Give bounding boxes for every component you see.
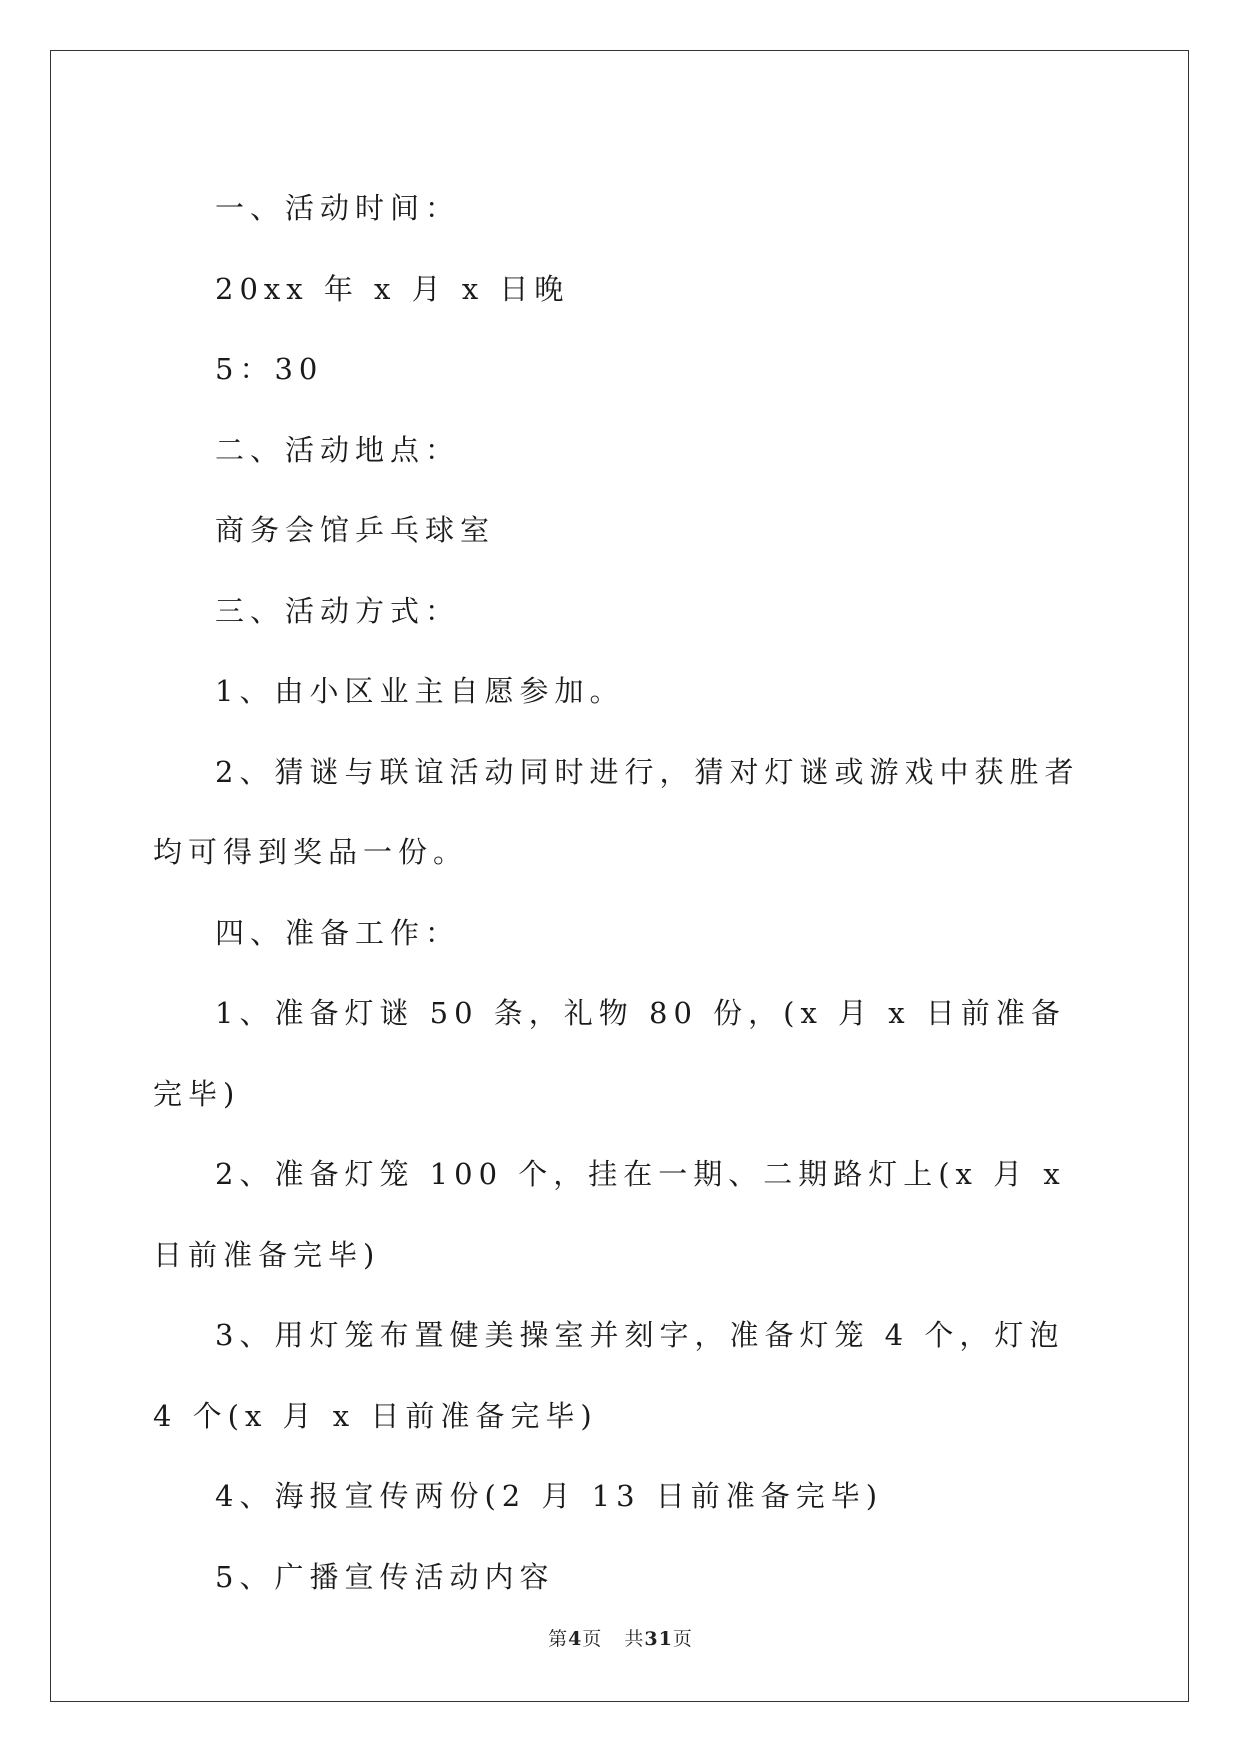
page-footer — [0, 1624, 1241, 1651]
heading-preparation: 四、准备工作： — [215, 915, 461, 950]
activity-date: 20xx 年 x 月 x 日晚 — [215, 271, 570, 306]
preparation-item-1: 1、准备灯谜 50 条，礼物 80 份，(x 月 x 日前准备完毕) — [153, 996, 1066, 1111]
page-suffix: 页 — [582, 1628, 603, 1650]
preparation-item-4: 4、海报宣传两份(2 月 13 日前准备完毕) — [215, 1479, 884, 1513]
method-item-2: 2、猜谜与联谊活动同时进行，猜对灯谜或游戏中获胜者均可得到奖品一份。 — [153, 754, 1080, 869]
heading-activity-time: 一、活动时间： — [215, 191, 461, 225]
heading-activity-location: 二、活动地点： — [215, 432, 461, 467]
activity-location: 商务会馆乒乓球室 — [215, 513, 496, 547]
preparation-item-3: 3、用灯笼布置健美操室并刻字，准备灯笼 4 个，灯泡 4 个(x 月 x 日前准备完毕) — [153, 1318, 1080, 1433]
total-suffix: 页 — [672, 1628, 693, 1650]
heading-activity-method: 三、活动方式： — [215, 593, 461, 628]
current-page-number: 4 — [568, 1628, 583, 1650]
total-page-count: 31 — [644, 1628, 673, 1650]
preparation-item-5: 5、广播宣传活动内容 — [215, 1559, 555, 1594]
total-prefix: 共 — [624, 1628, 645, 1650]
method-item-1: 1、由小区业主自愿参加。 — [215, 674, 625, 708]
preparation-item-2: 2、准备灯笼 100 个，挂在一期、二期路灯上(x 月 x 日前准备完毕) — [153, 1157, 1081, 1272]
activity-clock-time: 5：30 — [215, 352, 324, 386]
document-body — [153, 168, 1088, 1617]
page-prefix: 第 — [548, 1628, 569, 1650]
